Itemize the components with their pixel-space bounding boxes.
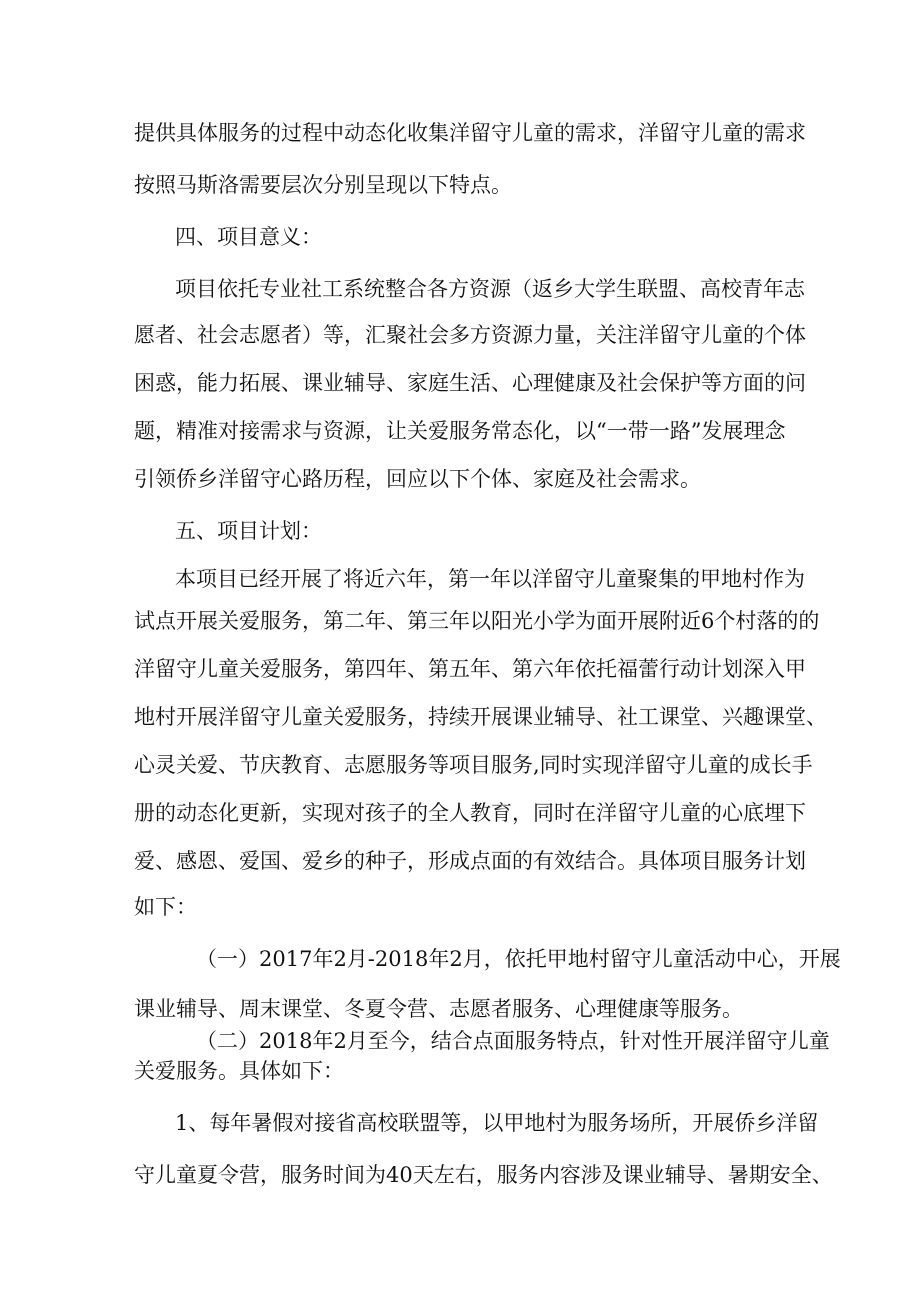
paragraph-line: 洋留守儿童关爱服务，第四年、第五年、第六年依托福蕾行动计划深入甲	[134, 657, 806, 681]
paragraph-line: 题，精准对接需求与资源，让关爱服务常态化，以“一带一路”发展理念	[134, 419, 786, 443]
paragraph-line: 如下：	[134, 895, 197, 919]
paragraph-line: 守儿童夏令营，服务时间为40天左右，服务内容涉及课业辅导、暑期安全、	[134, 1163, 833, 1187]
list-item-phase-one: （一）2017年2月-2018年2月，依托甲地村留守儿童活动中心，开展	[196, 947, 841, 971]
paragraph-line: 提供具体服务的过程中动态化收集洋留守儿童的需求，洋留守儿童的需求	[134, 121, 806, 145]
section-heading-significance: 四、项目意义：	[175, 225, 322, 249]
paragraph-line: 本项目已经开展了将近六年，第一年以洋留守儿童聚集的甲地村作为	[175, 567, 805, 591]
paragraph-line: 愿者、社会志愿者）等，汇聚社会多方资源力量，关注洋留守儿童的个体	[134, 323, 806, 347]
paragraph-line: 册的动态化更新，实现对孩子的全人教育，同时在洋留守儿童的心底埋下	[134, 801, 806, 825]
paragraph-line: 试点开展关爱服务，第二年、第三年以阳光小学为面开展附近6个村落的的	[134, 609, 820, 633]
paragraph-line: 心灵关爱、节庆教育、志愿服务等项目服务,同时实现洋留守儿童的成长手	[134, 753, 813, 777]
paragraph-line: 地村开展洋留守儿童关爱服务，持续开展课业辅导、社工课堂、兴趣课堂、	[134, 705, 827, 729]
paragraph-line: 项目依托专业社工系统整合各方资源（返乡大学生联盟、高校青年志	[175, 277, 805, 301]
paragraph-line: 课业辅导、周末课堂、冬夏令营、志愿者服务、心理健康等服务。	[134, 997, 743, 1021]
paragraph-line: 关爱服务。具体如下：	[134, 1059, 344, 1083]
paragraph-line: 困惑，能力拓展、课业辅导、家庭生活、心理健康及社会保护等方面的问	[134, 371, 806, 395]
paragraph-line: 引领侨乡洋留守心路历程，回应以下个体、家庭及社会需求。	[134, 467, 701, 491]
paragraph-line: 爱、感恩、爱国、爱乡的种子，形成点面的有效结合。具体项目服务计划	[134, 849, 806, 873]
list-item-summer-camp: 1、每年暑假对接省高校联盟等，以甲地村为服务场所，开展侨乡洋留	[175, 1111, 819, 1135]
paragraph-line: 按照马斯洛需要层次分别呈现以下特点。	[134, 173, 512, 197]
list-item-phase-two: （二）2018年2月至今，结合点面服务特点，针对性开展洋留守儿童	[196, 1029, 830, 1053]
section-heading-plan: 五、项目计划：	[175, 519, 322, 543]
